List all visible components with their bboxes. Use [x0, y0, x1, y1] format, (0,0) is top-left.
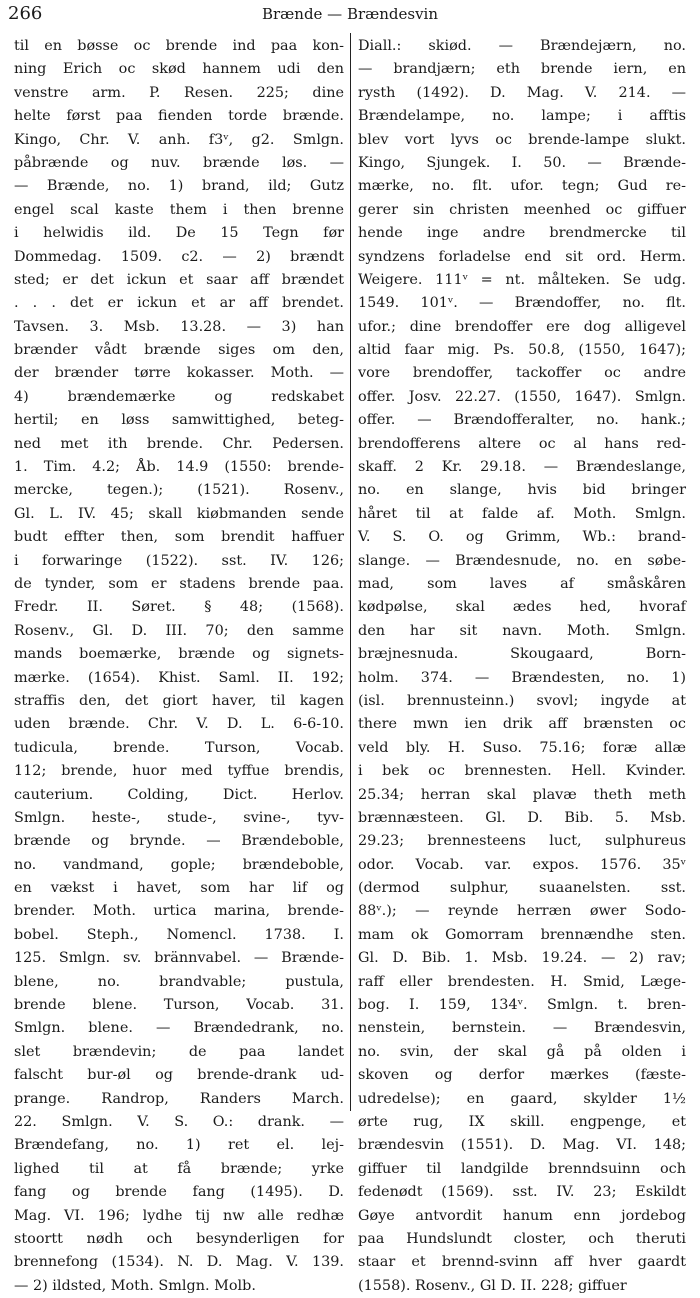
left-column-line: der brænder tørre kokasser. Moth. — — [14, 365, 344, 382]
left-column-line: budt effter then, som brendit haffuer — [14, 529, 344, 546]
left-column-line: i forwaringe (1522). sst. IV. 126; — [14, 552, 344, 569]
left-column-line: Tavsen. 3. Msb. 13.28. — 3) han — [14, 318, 344, 335]
left-column-line: mercke, tegen.); (1521). Rosenv., — [14, 482, 344, 499]
right-column-line: 25.34; herran skal plavæ theth meth — [358, 786, 686, 803]
right-column-line: slange. — Brændesnude, no. en søbe- — [358, 552, 686, 569]
right-column-line: there mwn ien drik aff brænsten oc — [358, 716, 686, 733]
left-column-line: 4) brændemærke og redskabet — [14, 388, 344, 405]
right-column-line: rysth (1492). D. Mag. V. 214. — — [358, 84, 686, 101]
left-column-line: de tynder, som er stadens brende paa. — [14, 575, 344, 592]
left-column-line: Brændefang, no. 1) ret el. lej- — [14, 1137, 344, 1154]
left-column-line: fang og brende fang (1495). D. — [14, 1184, 344, 1201]
right-column-line: raff eller brendesten. H. Smid, Læge- — [358, 973, 686, 990]
right-column-line: brænnæsteen. Gl. D. Bib. 5. Msb. — [358, 809, 686, 826]
right-column-line: udredelse); en gaard, skylder 1½ — [358, 1090, 686, 1107]
left-column-line: ned met ith brende. Chr. Pedersen. — [14, 435, 344, 452]
left-column-line: lighed til at få brænde; yrke — [14, 1160, 344, 1177]
right-column-line: gerer sin christen meenhed oc giffuer — [358, 201, 686, 218]
left-column-line: slet brændevin; de paa landet — [14, 1043, 344, 1060]
right-column-line: altid faar mig. Ps. 50.8, (1550, 1647); — [358, 342, 686, 359]
right-column-line: syndzens forladelse end sit ord. Herm. — [358, 248, 686, 265]
left-column-line: brende blene. Turson, Vocab. 31. — [14, 997, 344, 1014]
left-column-line: i helwidis ild. De 15 Tegn før — [14, 225, 344, 242]
right-column-line: mad, som laves af småskåren — [358, 575, 686, 592]
right-column-line: ørte rug, IX skill. engpenge, et — [358, 1113, 686, 1130]
left-column-line: mands boemærke, brænde og signets- — [14, 646, 344, 663]
right-column-line: no. en slange, hvis bid bringer — [358, 482, 686, 499]
right-column-line: brændesvin (1551). D. Mag. VI. 148; — [358, 1137, 686, 1154]
left-column-line: Fredr. II. Søret. § 48; (1568). — [14, 599, 344, 616]
left-column-line: Smlgn. blene. — Brændedrank, no. — [14, 1020, 344, 1037]
left-column-line: Gl. L. IV. 45; skall kiøbmanden sende — [14, 505, 344, 522]
right-column-line: i bek oc brennesten. Hell. Kvinder. — [358, 763, 686, 780]
page-header — [0, 0, 700, 30]
right-column-line: nenstein, bernstein. — Brændesvin, — [358, 1020, 686, 1037]
left-column-line: påbrænde og nuv. brænde løs. — — [14, 154, 344, 171]
left-column-line: stoortt nødh och besynderligen for — [14, 1230, 344, 1247]
right-column-line: staar et brennd-svinn aff hver gaardt — [358, 1254, 686, 1271]
right-column-line: giffuer til landgilde brenndsuinn och — [358, 1160, 686, 1177]
left-column-line: — 2) ildsted, Moth. Smlgn. Molb. — [14, 1277, 256, 1294]
right-column-line: den har sit navn. Moth. Smlgn. — [358, 622, 686, 639]
left-column-line: straffis den, det giort haver, til kagen — [14, 692, 344, 709]
left-column-line: til en bøsse oc brende ind paa kon- — [14, 38, 344, 54]
right-column-line: kødpølse, skal ædes hed, hvoraf — [358, 599, 686, 616]
left-column-line: prange. Randrop, Randers March. — [14, 1090, 344, 1107]
left-column-line: hertil; en løss samwittighed, beteg- — [14, 412, 344, 429]
left-column-line: — Brænde, no. 1) brand, ild; Gutz — [14, 178, 344, 195]
left-column-line: falscht bur-øl og brende-drank ud- — [14, 1067, 344, 1084]
right-column-line: Diall.: skiød. — Brændejærn, no. — [358, 38, 686, 54]
right-column-line: (isl. brennusteinn.) svovl; ingyde at — [358, 692, 686, 709]
left-column-line: engel scal kaste them i then brenne — [14, 201, 344, 218]
right-column-line: 1549. 101ᵛ. — Brændoffer, no. flt. — [358, 295, 686, 312]
right-column-line: fedenødt (1569). sst. IV. 23; Eskildt — [358, 1184, 686, 1201]
right-column-line: håret til at falde af. Moth. Smlgn. — [358, 505, 686, 522]
right-column-line: veld bly. H. Suso. 75.16; foræ allæ — [358, 739, 686, 756]
left-column-line: brender. Moth. urtica marina, brende- — [14, 903, 344, 920]
left-column-line: ning Erich oc skød hannem udi den — [14, 61, 344, 78]
left-column-line: sted; er det ickun et saar aff brændet — [14, 271, 344, 288]
right-column-line: brendofferens altere oc al hans red- — [358, 435, 686, 452]
column-divider — [350, 33, 351, 1111]
right-column-line: skoven og derfor mærkes (fæste- — [358, 1067, 686, 1084]
left-column-line: Dommedag. 1509. c2. — 2) brændt — [14, 248, 344, 265]
right-column-line: vore brendoffer, tackoffer oc andre — [358, 365, 686, 382]
left-column-line: Kingo, Chr. V. anh. f3ᵛ, g2. Smlgn. — [14, 131, 344, 148]
right-column-line: Kingo, Sjungek. I. 50. — Brænde- — [358, 154, 686, 171]
right-column-line: offer. Josv. 22.27. (1550, 1647). Smlgn. — [358, 388, 686, 405]
right-column — [358, 35, 686, 1294]
right-column-line: Brændelampe, no. lampe; i afftis — [358, 108, 686, 125]
left-column-line: Rosenv., Gl. D. III. 70; den samme — [14, 622, 344, 639]
left-column-line: 1. Tim. 4.2; Åb. 14.9 (1550: brende- — [14, 459, 344, 476]
right-column-line: bog. I. 159, 134ᵛ. Smlgn. t. bren- — [358, 997, 686, 1014]
right-column-line: — brandjærn; eth brende iern, en — [358, 61, 686, 78]
left-column-line: cauterium. Colding, Dict. Herlov. — [14, 786, 344, 803]
left-column-line: tudicula, brende. Turson, Vocab. — [14, 739, 344, 756]
right-column-line: paa Hundslundt closter, och theruti — [358, 1230, 686, 1247]
left-column-line: 125. Smlgn. sv. brännvabel. — Brænde- — [14, 950, 344, 967]
left-column-line: 112; brende, huor med tyffue brendis, — [14, 763, 344, 780]
right-column-line: no. svin, der skal gå på olden i — [358, 1043, 686, 1060]
page-number: 266 — [8, 3, 43, 24]
left-column-line: 22. Smlgn. V. S. O.: drank. — — [14, 1113, 344, 1130]
right-column-line: Gøye antvordit hanum enn jordebog — [358, 1207, 686, 1224]
left-column-line: Mag. VI. 196; lydhe tij nw alle redhæ — [14, 1207, 344, 1224]
left-column-line: venstre arm. P. Resen. 225; dine — [14, 84, 344, 101]
right-column-line: odor. Vocab. var. expos. 1576. 35ᵛ — [358, 856, 686, 873]
right-column-line: skaff. 2 Kr. 29.18. — Brændeslange, — [358, 459, 686, 476]
right-column-line: blev vort lyvs oc brende-lampe slukt. — [358, 131, 686, 148]
right-column-line: 88ᵛ.); — reynde herræn øwer Sodo- — [358, 903, 686, 920]
right-column-line: mam ok Gomorram brennændhe sten. — [358, 926, 686, 943]
left-column-line: brænder vådt brænde siges om den, — [14, 342, 344, 359]
right-column-line: holm. 374. — Brændesten, no. 1) — [358, 669, 686, 686]
left-column-line: brennefong (1534). N. D. Mag. V. 139. — [14, 1254, 344, 1271]
right-column-line: Weigere. 111ᵛ = nt. målteken. Se udg. — [358, 271, 686, 288]
right-column-line: V. S. O. og Grimm, Wb.: brand- — [358, 529, 686, 546]
right-column-line: ufor.; dine brendoffer ere dog alligevel — [358, 318, 686, 335]
right-column-line: 29.23; brennesteens luct, sulphureus — [358, 833, 686, 850]
running-head: Brænde — Brændesvin — [261, 5, 439, 23]
left-column — [14, 35, 344, 1294]
right-column-line: Gl. D. Bib. 1. Msb. 19.24. — 2) rav; — [358, 950, 686, 967]
right-column-line: bræjnesnuda. Skougaard, Born- — [358, 646, 686, 663]
left-column-line: . . . det er ickun et ar aff brendet. — [14, 295, 344, 312]
left-column-line: mærke. (1654). Khist. Saml. II. 192; — [14, 669, 344, 686]
right-column-line: offer. — Brændofferalter, no. hank.; — [358, 412, 686, 429]
right-column-line: hende inge andre brendmercke til — [358, 225, 686, 242]
right-column-line: mærke, no. flt. ufor. tegn; Gud re- — [358, 178, 686, 195]
left-column-line: en vækst i havet, som har lif og — [14, 880, 344, 897]
left-column-line: uden brænde. Chr. V. D. L. 6-6-10. — [14, 716, 344, 733]
right-column-line: (1558). Rosenv., Gl D. II. 228; giffuer — [358, 1277, 627, 1294]
left-column-line: no. vandmand, gople; brændeboble, — [14, 856, 344, 873]
left-column-line: Smlgn. heste-, stude-, svine-, tyv- — [14, 809, 344, 826]
right-column-line: (dermod sulphur, suaanelsten. sst. — [358, 880, 686, 897]
left-column-line: helte først paa fienden torde brænde. — [14, 108, 344, 125]
left-column-line: bobel. Steph., Nomencl. 1738. I. — [14, 926, 344, 943]
left-column-line: brænde og brynde. — Brændeboble, — [14, 833, 344, 850]
left-column-line: blene, no. brandvable; pustula, — [14, 973, 344, 990]
